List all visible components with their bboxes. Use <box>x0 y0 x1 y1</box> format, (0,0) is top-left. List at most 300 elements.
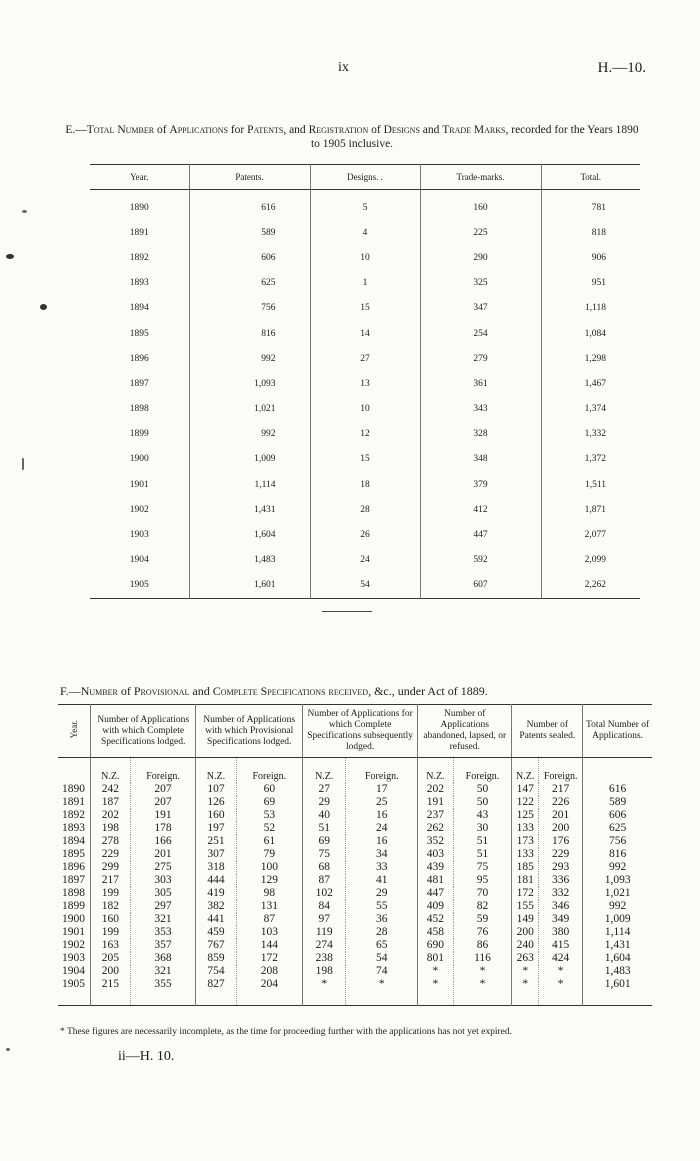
caption-part: &c., under Act of 1889. <box>374 684 488 698</box>
cell-year: 1900 <box>129 454 149 465</box>
cell-complete-nz: 242 <box>91 783 131 796</box>
cell-trademarks: 592 <box>420 548 541 573</box>
cell-subsequent-nz: 238 <box>303 952 346 965</box>
cell-year: 1903 <box>62 952 85 964</box>
cell-year: 1902 <box>129 504 149 515</box>
table-row <box>90 447 640 472</box>
cell-trademarks: 325 <box>420 271 541 296</box>
cell-sealed-nz: 155 <box>512 900 539 913</box>
cell-abandoned-foreign: 50 <box>453 796 512 809</box>
col-year-header <box>58 705 91 758</box>
cell-complete-foreign: 353 <box>130 926 196 939</box>
cell-complete-nz: 199 <box>91 926 131 939</box>
cell-provisional-foreign: 131 <box>236 900 303 913</box>
caption-part: and <box>192 684 210 698</box>
cell-sealed-nz: 240 <box>512 939 539 952</box>
cell-provisional-foreign: 98 <box>236 887 303 900</box>
cell-complete-nz: 278 <box>91 835 131 848</box>
subheader-empty <box>583 758 652 784</box>
cell-provisional-nz: 197 <box>196 822 236 835</box>
cell-complete-nz: 160 <box>91 913 131 926</box>
cell-abandoned-nz: * <box>418 965 453 978</box>
table-f <box>58 704 652 1006</box>
cell-complete-foreign: 303 <box>130 874 196 887</box>
cell-year: 1904 <box>129 555 149 566</box>
subheader-foreign: Foreign. <box>453 758 512 784</box>
cell-sealed-foreign: 176 <box>539 835 583 848</box>
cell-patents: 606 <box>189 245 310 270</box>
table-row <box>58 796 652 809</box>
caption-lead: F.— <box>60 684 81 698</box>
cell-total: 1,431 <box>583 939 652 952</box>
cell-year: 1898 <box>62 887 85 899</box>
cell-abandoned-nz: 439 <box>418 861 453 874</box>
cell-abandoned-foreign: 51 <box>453 848 512 861</box>
table-row <box>90 497 640 522</box>
table-row <box>58 887 652 900</box>
cell-complete-foreign: 297 <box>130 900 196 913</box>
cell-abandoned-foreign: 82 <box>453 900 512 913</box>
cell-patents: 992 <box>189 422 310 447</box>
cell-total: 1,511 <box>541 472 640 497</box>
cell-sealed-nz: * <box>512 978 539 1006</box>
cell-abandoned-foreign: 50 <box>453 783 512 796</box>
table-row <box>58 978 652 1006</box>
cell-trademarks: 607 <box>420 573 541 599</box>
table-row <box>58 835 652 848</box>
subheader-foreign: Foreign. <box>236 758 303 784</box>
cell-provisional-foreign: 100 <box>236 861 303 874</box>
scan-speck <box>40 304 47 310</box>
cell-total: 1,374 <box>541 397 640 422</box>
cell-complete-foreign: 321 <box>130 965 196 978</box>
subheader-foreign: Foreign. <box>539 758 583 784</box>
cell-trademarks: 290 <box>420 245 541 270</box>
caption-part: Total Number <box>86 124 155 136</box>
cell-year: 1902 <box>62 939 85 951</box>
table-f-subheader-row <box>58 758 652 784</box>
cell-sealed-foreign: 226 <box>539 796 583 809</box>
cell-total: 1,467 <box>541 371 640 396</box>
table-row <box>90 190 640 221</box>
sheet-reference: ii—H. 10. <box>118 1049 175 1064</box>
cell-patents: 1,483 <box>189 548 310 573</box>
cell-total: 951 <box>541 271 640 296</box>
cell-total: 1,093 <box>583 874 652 887</box>
table-row <box>58 965 652 978</box>
subheader-foreign: Foreign. <box>130 758 196 784</box>
cell-abandoned-foreign: 59 <box>453 913 512 926</box>
table-row <box>90 548 640 573</box>
col-sealed-header: Number of Patents sealed. <box>512 705 583 758</box>
cell-provisional-foreign: 53 <box>236 809 303 822</box>
table-row <box>90 220 640 245</box>
cell-subsequent-foreign: 16 <box>346 809 418 822</box>
cell-complete-nz: 205 <box>91 952 131 965</box>
cell-provisional-nz: 160 <box>196 809 236 822</box>
cell-abandoned-nz: 452 <box>418 913 453 926</box>
cell-provisional-nz: 459 <box>196 926 236 939</box>
table-row <box>58 913 652 926</box>
cell-provisional-foreign: 208 <box>236 965 303 978</box>
cell-total: 1,601 <box>583 978 652 1006</box>
cell-abandoned-nz: 352 <box>418 835 453 848</box>
cell-provisional-nz: 827 <box>196 978 236 1006</box>
cell-complete-nz: 215 <box>91 978 131 1006</box>
table-row <box>58 900 652 913</box>
cell-designs: 28 <box>310 497 420 522</box>
cell-subsequent-foreign: * <box>346 978 418 1006</box>
cell-complete-foreign: 355 <box>130 978 196 1006</box>
table-f-header-row <box>58 705 652 758</box>
cell-subsequent-foreign: 28 <box>346 926 418 939</box>
cell-abandoned-foreign: 95 <box>453 874 512 887</box>
cell-provisional-nz: 444 <box>196 874 236 887</box>
col-trademarks-header: Trade-marks. <box>420 165 541 190</box>
cell-provisional-nz: 859 <box>196 952 236 965</box>
cell-abandoned-foreign: * <box>453 965 512 978</box>
cell-subsequent-nz: 29 <box>303 796 346 809</box>
cell-complete-foreign: 305 <box>130 887 196 900</box>
cell-sealed-foreign: 217 <box>539 783 583 796</box>
caption-part: Trade Marks, <box>442 124 509 136</box>
cell-complete-foreign: 275 <box>130 861 196 874</box>
col-year-header: Year. <box>90 165 189 190</box>
cell-provisional-foreign: 103 <box>236 926 303 939</box>
cell-complete-nz: 198 <box>91 822 131 835</box>
col-complete-subsequent-header: Number of Applications for which Complete Specifications subsequently lodged. <box>303 705 418 758</box>
cell-complete-nz: 217 <box>91 874 131 887</box>
cell-complete-foreign: 166 <box>130 835 196 848</box>
table-f-caption <box>60 684 650 698</box>
cell-designs: 4 <box>310 220 420 245</box>
cell-abandoned-foreign: 30 <box>453 822 512 835</box>
cell-designs: 10 <box>310 397 420 422</box>
cell-total: 992 <box>583 861 652 874</box>
table-row <box>58 848 652 861</box>
cell-trademarks: 160 <box>420 190 541 221</box>
cell-year: 1901 <box>129 479 149 490</box>
cell-total: 756 <box>583 835 652 848</box>
cell-designs: 15 <box>310 296 420 321</box>
cell-patents: 992 <box>189 346 310 371</box>
cell-subsequent-foreign: 24 <box>346 822 418 835</box>
cell-designs: 12 <box>310 422 420 447</box>
table-row <box>58 939 652 952</box>
cell-provisional-nz: 754 <box>196 965 236 978</box>
subheader-nz: N.Z. <box>196 758 236 784</box>
cell-year: 1895 <box>62 848 85 860</box>
caption-part: Number <box>80 684 118 698</box>
cell-designs: 15 <box>310 447 420 472</box>
scan-speck <box>6 1048 10 1051</box>
cell-provisional-foreign: 60 <box>236 783 303 796</box>
caption-part: of <box>371 124 381 136</box>
caption-part: of <box>120 684 131 698</box>
cell-patents: 1,009 <box>189 447 310 472</box>
cell-provisional-foreign: 172 <box>236 952 303 965</box>
cell-complete-foreign: 368 <box>130 952 196 965</box>
cell-year: 1898 <box>129 404 149 415</box>
table-row <box>90 573 640 599</box>
table-row <box>58 874 652 887</box>
cell-provisional-foreign: 144 <box>236 939 303 952</box>
cell-trademarks: 348 <box>420 447 541 472</box>
cell-provisional-nz: 318 <box>196 861 236 874</box>
cell-abandoned-foreign: 116 <box>453 952 512 965</box>
cell-complete-foreign: 178 <box>130 822 196 835</box>
cell-subsequent-foreign: 17 <box>346 783 418 796</box>
table-row <box>58 809 652 822</box>
cell-trademarks: 225 <box>420 220 541 245</box>
cell-complete-nz: 299 <box>91 861 131 874</box>
subheader-foreign: Foreign. <box>346 758 418 784</box>
table-row <box>90 296 640 321</box>
cell-subsequent-nz: 51 <box>303 822 346 835</box>
cell-patents: 589 <box>189 220 310 245</box>
cell-complete-nz: 182 <box>91 900 131 913</box>
cell-sealed-foreign: * <box>539 978 583 1006</box>
cell-trademarks: 412 <box>420 497 541 522</box>
cell-abandoned-foreign: 86 <box>453 939 512 952</box>
cell-year: 1896 <box>129 353 149 364</box>
cell-subsequent-foreign: 55 <box>346 900 418 913</box>
cell-sealed-foreign: 346 <box>539 900 583 913</box>
cell-subsequent-foreign: 33 <box>346 861 418 874</box>
cell-abandoned-nz: 447 <box>418 887 453 900</box>
cell-abandoned-nz: 458 <box>418 926 453 939</box>
cell-total: 2,099 <box>541 548 640 573</box>
cell-trademarks: 254 <box>420 321 541 346</box>
caption-lead: E.— <box>65 124 87 136</box>
col-patents-header: Patents. <box>189 165 310 190</box>
cell-designs: 18 <box>310 472 420 497</box>
cell-total: 1,021 <box>583 887 652 900</box>
cell-trademarks: 328 <box>420 422 541 447</box>
cell-complete-nz: 163 <box>91 939 131 952</box>
cell-year: 1893 <box>62 822 85 834</box>
cell-total: 1,084 <box>541 321 640 346</box>
table-e-caption <box>62 123 642 151</box>
cell-subsequent-foreign: 36 <box>346 913 418 926</box>
cell-designs: 26 <box>310 522 420 547</box>
table-row <box>58 783 652 796</box>
table-row <box>90 522 640 547</box>
subheader-nz: N.Z. <box>418 758 453 784</box>
table-row <box>90 271 640 296</box>
cell-year: 1897 <box>62 874 85 886</box>
cell-designs: 1 <box>310 271 420 296</box>
cell-complete-nz: 202 <box>91 809 131 822</box>
subheader-empty <box>58 758 91 784</box>
table-e <box>90 164 640 599</box>
cell-sealed-foreign: 201 <box>539 809 583 822</box>
cell-total: 625 <box>583 822 652 835</box>
page-number: ix <box>338 60 349 75</box>
caption-part: Provisional <box>133 684 190 698</box>
caption-part: for <box>230 124 245 136</box>
cell-trademarks: 343 <box>420 397 541 422</box>
cell-subsequent-nz: 84 <box>303 900 346 913</box>
cell-year: 1890 <box>62 783 85 795</box>
cell-sealed-nz: 263 <box>512 952 539 965</box>
cell-sealed-foreign: 336 <box>539 874 583 887</box>
table-row <box>58 926 652 939</box>
cell-sealed-nz: 172 <box>512 887 539 900</box>
cell-sealed-foreign: 415 <box>539 939 583 952</box>
cell-abandoned-nz: 237 <box>418 809 453 822</box>
cell-year: 1894 <box>129 303 149 314</box>
cell-year: 1903 <box>129 530 149 541</box>
table-row <box>90 321 640 346</box>
cell-year: 1895 <box>129 328 149 339</box>
cell-sealed-nz: 149 <box>512 913 539 926</box>
cell-year: 1892 <box>62 809 85 821</box>
cell-year: 1894 <box>62 835 85 847</box>
cell-complete-foreign: 191 <box>130 809 196 822</box>
cell-provisional-nz: 107 <box>196 783 236 796</box>
cell-trademarks: 279 <box>420 346 541 371</box>
cell-total: 1,604 <box>583 952 652 965</box>
cell-sealed-foreign: 293 <box>539 861 583 874</box>
cell-total: 1,114 <box>583 926 652 939</box>
cell-designs: 24 <box>310 548 420 573</box>
cell-abandoned-foreign: 70 <box>453 887 512 900</box>
cell-abandoned-nz: 202 <box>418 783 453 796</box>
cell-complete-foreign: 201 <box>130 848 196 861</box>
cell-designs: 13 <box>310 371 420 396</box>
cell-patents: 616 <box>189 190 310 221</box>
cell-year: 1891 <box>62 796 85 808</box>
cell-abandoned-foreign: 75 <box>453 861 512 874</box>
cell-total: 1,009 <box>583 913 652 926</box>
table-row <box>58 952 652 965</box>
cell-sealed-nz: 133 <box>512 848 539 861</box>
cell-subsequent-nz: 69 <box>303 835 346 848</box>
cell-sealed-nz: 122 <box>512 796 539 809</box>
cell-sealed-foreign: 332 <box>539 887 583 900</box>
cell-abandoned-nz: 262 <box>418 822 453 835</box>
cell-abandoned-nz: 690 <box>418 939 453 952</box>
cell-trademarks: 447 <box>420 522 541 547</box>
cell-subsequent-nz: * <box>303 978 346 1006</box>
cell-designs: 14 <box>310 321 420 346</box>
scan-speck <box>22 458 24 470</box>
cell-total: 2,077 <box>541 522 640 547</box>
col-designs-header: Designs. . <box>310 165 420 190</box>
cell-total: 781 <box>541 190 640 221</box>
document-reference: H.—10. <box>597 60 646 76</box>
cell-subsequent-foreign: 34 <box>346 848 418 861</box>
cell-sealed-nz: 173 <box>512 835 539 848</box>
cell-trademarks: 379 <box>420 472 541 497</box>
cell-year: 1905 <box>62 978 85 990</box>
cell-sealed-foreign: 349 <box>539 913 583 926</box>
cell-patents: 756 <box>189 296 310 321</box>
cell-provisional-foreign: 129 <box>236 874 303 887</box>
cell-sealed-nz: 200 <box>512 926 539 939</box>
cell-designs: 54 <box>310 573 420 599</box>
cell-total: 992 <box>583 900 652 913</box>
cell-provisional-foreign: 61 <box>236 835 303 848</box>
cell-total: 906 <box>541 245 640 270</box>
table-row <box>90 371 640 396</box>
cell-patents: 1,114 <box>189 472 310 497</box>
cell-subsequent-nz: 68 <box>303 861 346 874</box>
cell-subsequent-nz: 274 <box>303 939 346 952</box>
col-abandoned-header: Number of Applications abandoned, lapsed, or refused. <box>418 705 512 758</box>
cell-abandoned-nz: 191 <box>418 796 453 809</box>
table-e-header-row <box>90 165 640 190</box>
cell-year: 1896 <box>62 861 85 873</box>
cell-complete-nz: 187 <box>91 796 131 809</box>
subheader-nz: N.Z. <box>303 758 346 784</box>
cell-total: 1,298 <box>541 346 640 371</box>
cell-year: 1901 <box>62 926 85 938</box>
cell-provisional-nz: 767 <box>196 939 236 952</box>
cell-subsequent-foreign: 25 <box>346 796 418 809</box>
subheader-nz: N.Z. <box>91 758 131 784</box>
cell-abandoned-nz: 801 <box>418 952 453 965</box>
cell-total: 1,118 <box>541 296 640 321</box>
cell-year: 1890 <box>129 202 149 213</box>
cell-subsequent-nz: 119 <box>303 926 346 939</box>
cell-subsequent-nz: 102 <box>303 887 346 900</box>
cell-sealed-foreign: 380 <box>539 926 583 939</box>
cell-sealed-foreign: 229 <box>539 848 583 861</box>
cell-total: 1,332 <box>541 422 640 447</box>
cell-patents: 1,604 <box>189 522 310 547</box>
cell-designs: 10 <box>310 245 420 270</box>
cell-provisional-foreign: 69 <box>236 796 303 809</box>
cell-sealed-nz: * <box>512 965 539 978</box>
cell-year: 1892 <box>129 252 149 263</box>
cell-subsequent-foreign: 65 <box>346 939 418 952</box>
table-row <box>58 822 652 835</box>
cell-year: 1897 <box>129 378 149 389</box>
cell-total: 616 <box>583 783 652 796</box>
cell-total: 2,262 <box>541 573 640 599</box>
cell-provisional-foreign: 52 <box>236 822 303 835</box>
cell-subsequent-nz: 75 <box>303 848 346 861</box>
cell-provisional-nz: 251 <box>196 835 236 848</box>
caption-part: Designs <box>383 124 420 136</box>
cell-year: 1899 <box>129 429 149 440</box>
cell-sealed-nz: 125 <box>512 809 539 822</box>
cell-patents: 1,021 <box>189 397 310 422</box>
cell-subsequent-nz: 198 <box>303 965 346 978</box>
cell-subsequent-nz: 27 <box>303 783 346 796</box>
cell-complete-foreign: 357 <box>130 939 196 952</box>
cell-patents: 1,093 <box>189 371 310 396</box>
caption-part: Patents, <box>247 124 287 136</box>
col-provisional-lodged-header: Number of Applications with which Provisional Specifications lodged. <box>196 705 303 758</box>
cell-complete-nz: 229 <box>91 848 131 861</box>
cell-sealed-foreign: * <box>539 965 583 978</box>
cell-year: 1900 <box>62 913 85 925</box>
cell-complete-foreign: 207 <box>130 783 196 796</box>
cell-sealed-foreign: 424 <box>539 952 583 965</box>
cell-patents: 625 <box>189 271 310 296</box>
cell-total: 1,871 <box>541 497 640 522</box>
caption-part: and <box>289 124 306 136</box>
cell-provisional-foreign: 87 <box>236 913 303 926</box>
table-row <box>90 245 640 270</box>
caption-part: recorded for the Years 1890 to 1905 inclusive. <box>310 124 639 150</box>
cell-subsequent-foreign: 29 <box>346 887 418 900</box>
cell-designs: 5 <box>310 190 420 221</box>
cell-sealed-nz: 181 <box>512 874 539 887</box>
